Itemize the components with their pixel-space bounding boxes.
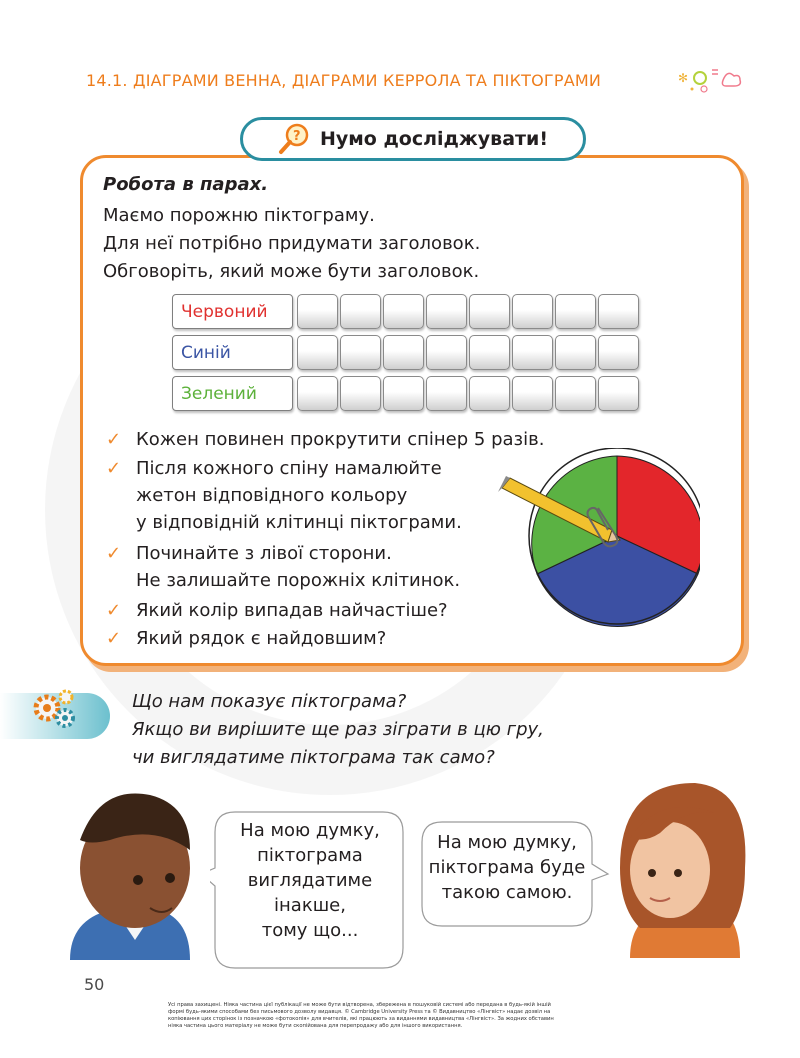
pictogram-row-blue bbox=[172, 335, 646, 372]
instruction-text: Починайте з лівої сторони. bbox=[136, 543, 392, 564]
pictogram-cell[interactable] bbox=[598, 294, 639, 329]
pictogram-cell[interactable] bbox=[555, 294, 596, 329]
instruction-text: у відповідній клітинці піктограми. bbox=[136, 512, 462, 533]
intro-line: Маємо порожню піктограму. bbox=[103, 205, 375, 226]
pictogram-cell[interactable] bbox=[598, 376, 639, 411]
pictogram-row-green bbox=[172, 376, 646, 413]
speech-line: тому що... bbox=[261, 920, 359, 941]
section-title: 14.1. ДІАГРАМИ ВЕННА, ДІАГРАМИ КЕРРОЛА ТА ПІКТОГРАМИ bbox=[86, 71, 602, 90]
pictogram-cell[interactable] bbox=[340, 376, 381, 411]
boy-speech-text bbox=[220, 818, 400, 943]
instruction-text: жетон відповідного кольору bbox=[136, 485, 408, 506]
pictogram-cell[interactable] bbox=[512, 335, 553, 370]
girl-speech-text bbox=[422, 830, 592, 905]
pictogram-cell[interactable] bbox=[598, 335, 639, 370]
gears-icon bbox=[30, 688, 80, 732]
header-pill bbox=[240, 117, 586, 161]
boy-illustration bbox=[60, 790, 210, 960]
magnifier-question-icon bbox=[278, 123, 310, 155]
footer-line: копіювання цих сторінок із позначкою «фотокопія» для вчителів, які працюють за виданнями видавництва «Лінгвіст». За жодних обставин bbox=[168, 1016, 554, 1022]
footer-line: ніяка частина цього матеріалу не може бути скопійована для перепродажу або для іншого використання. bbox=[168, 1023, 463, 1029]
pictogram-cell[interactable] bbox=[555, 335, 596, 370]
pictogram-cell[interactable] bbox=[469, 294, 510, 329]
spinner bbox=[480, 448, 700, 648]
pictogram-cell[interactable] bbox=[383, 294, 424, 329]
header-title: Нумо досліджувати! bbox=[319, 128, 549, 150]
pictogram-cell[interactable] bbox=[469, 376, 510, 411]
pictogram-cell[interactable] bbox=[297, 335, 338, 370]
speech-line: На мою думку, bbox=[240, 820, 380, 841]
pictogram-cell[interactable] bbox=[383, 376, 424, 411]
discussion-question: Якщо ви вирішите ще раз зіграти в цю гру, bbox=[132, 719, 544, 740]
speech-line: піктограма буде bbox=[428, 857, 586, 878]
footer-line: Усі права захищені. Ніяка частина цієї публікації не може бути відтворена, збережена в пошуковій системі або передана в будь-якій іншій bbox=[168, 1002, 551, 1008]
instruction-text: Після кожного спіну намалюйте bbox=[136, 458, 442, 479]
pictogram-cell[interactable] bbox=[426, 335, 467, 370]
decoration-icon bbox=[674, 64, 744, 94]
intro-line: Обговоріть, який може бути заголовок. bbox=[103, 261, 480, 282]
intro-heading: Робота в парах. bbox=[103, 174, 269, 195]
page-number: 50 bbox=[84, 975, 105, 994]
pictogram-cell[interactable] bbox=[426, 376, 467, 411]
pictogram-cell[interactable] bbox=[555, 376, 596, 411]
speech-line: На мою думку, bbox=[437, 832, 577, 853]
speech-line: піктограма bbox=[257, 845, 363, 866]
instruction-text: Який рядок є найдовшим? bbox=[136, 628, 387, 649]
pictogram-cell[interactable] bbox=[512, 376, 553, 411]
pictogram-row-red bbox=[172, 294, 646, 331]
pictogram-grid bbox=[172, 294, 646, 414]
discussion-question: Що нам показує піктограма? bbox=[132, 691, 407, 712]
pictogram-cell[interactable] bbox=[512, 294, 553, 329]
speech-line: виглядатиме bbox=[247, 870, 373, 891]
row-label-green: Зелений bbox=[172, 376, 293, 411]
svg-text:?: ? bbox=[292, 129, 301, 144]
checkmark-icon: ✓ bbox=[106, 628, 122, 649]
instruction-text: Який колір випадав найчастіше? bbox=[136, 600, 448, 621]
pictogram-cell[interactable] bbox=[469, 335, 510, 370]
intro-line: Для неї потрібно придумати заголовок. bbox=[103, 233, 481, 254]
girl-illustration bbox=[600, 778, 750, 958]
checkmark-icon: ✓ bbox=[106, 543, 122, 564]
pictogram-cell[interactable] bbox=[383, 335, 424, 370]
instruction-text: Не залишайте порожніх клітинок. bbox=[136, 570, 461, 591]
footer-line: формі будь-якими способами без письмового дозволу видавця. © Cambridge University Press та © Видавництво «Лінгвіст» надає дозвіл на bbox=[168, 1009, 551, 1015]
instruction-text: Кожен повинен прокрутити спінер 5 разів. bbox=[136, 429, 545, 450]
pictogram-cell[interactable] bbox=[297, 376, 338, 411]
copyright-footer bbox=[168, 1002, 688, 1030]
speech-line: такою самою. bbox=[441, 882, 573, 903]
row-label-blue: Синій bbox=[172, 335, 293, 370]
svg-text:✻: ✻ bbox=[678, 71, 689, 85]
pictogram-cell[interactable] bbox=[426, 294, 467, 329]
discussion-question: чи виглядатиме піктограма так само? bbox=[132, 747, 495, 768]
pictogram-cell[interactable] bbox=[340, 294, 381, 329]
row-label-red: Червоний bbox=[172, 294, 293, 329]
checkmark-icon: ✓ bbox=[106, 429, 122, 450]
speech-line: інакше, bbox=[274, 895, 346, 916]
checkmark-icon: ✓ bbox=[106, 458, 122, 479]
pictogram-cell[interactable] bbox=[297, 294, 338, 329]
pictogram-cell[interactable] bbox=[340, 335, 381, 370]
checkmark-icon: ✓ bbox=[106, 600, 122, 621]
